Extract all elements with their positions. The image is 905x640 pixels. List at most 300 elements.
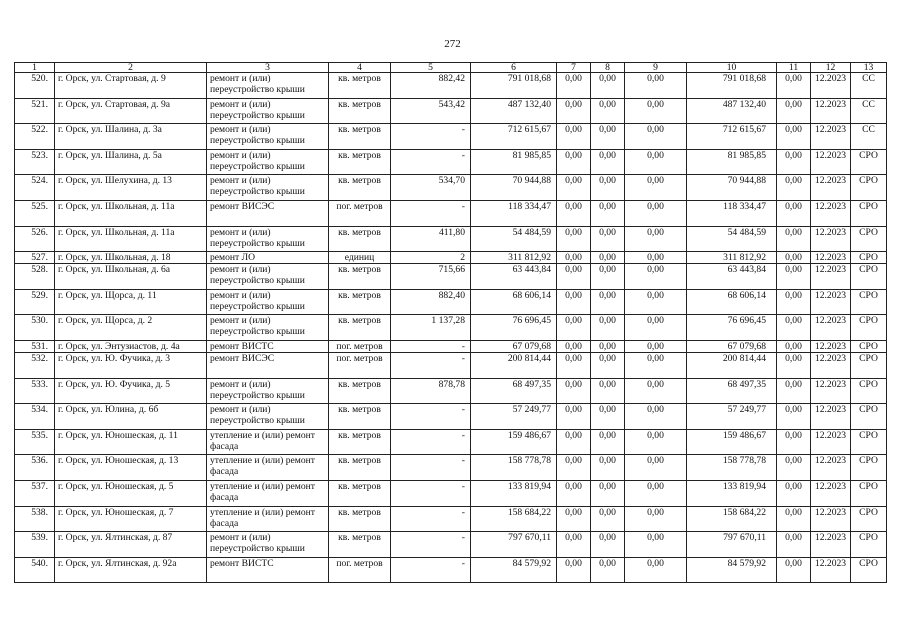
value-cell: 0,00 bbox=[777, 98, 811, 124]
method-cell: СРО bbox=[851, 264, 887, 290]
total-cost-cell: 81 985,85 bbox=[687, 149, 777, 175]
method-cell: СРО bbox=[851, 352, 887, 378]
cost-cell: 158 778,78 bbox=[471, 455, 557, 481]
table-row bbox=[15, 124, 887, 150]
value-cell: 0,00 bbox=[591, 429, 625, 455]
work-type-cell: ремонт и (или) переустройство крыши bbox=[207, 532, 329, 558]
cost-cell: 68 606,14 bbox=[471, 289, 557, 315]
table-row bbox=[15, 506, 887, 532]
row-number: 525. bbox=[15, 200, 55, 226]
address-cell: г. Орск, ул. Юношеская, д. 13 bbox=[55, 455, 207, 481]
cost-cell: 158 684,22 bbox=[471, 506, 557, 532]
table-row bbox=[15, 226, 887, 252]
address-cell: г. Орск, ул. Ю. Фучика, д. 3 bbox=[55, 352, 207, 378]
method-cell: СРО bbox=[851, 378, 887, 404]
row-number: 536. bbox=[15, 455, 55, 481]
row-number: 528. bbox=[15, 264, 55, 290]
deadline-cell: 12.2023 bbox=[811, 480, 851, 506]
cost-cell: 133 819,94 bbox=[471, 480, 557, 506]
cost-cell: 159 486,67 bbox=[471, 429, 557, 455]
table-row bbox=[15, 429, 887, 455]
deadline-cell: 12.2023 bbox=[811, 315, 851, 341]
cost-cell: 63 443,84 bbox=[471, 264, 557, 290]
volume-cell: - bbox=[391, 557, 471, 583]
work-type-cell: ремонт и (или) переустройство крыши bbox=[207, 404, 329, 430]
value-cell: 0,00 bbox=[625, 226, 687, 252]
cost-cell: 118 334,47 bbox=[471, 200, 557, 226]
value-cell: 0,00 bbox=[557, 506, 591, 532]
volume-cell: 1 137,28 bbox=[391, 315, 471, 341]
value-cell: 0,00 bbox=[557, 352, 591, 378]
deadline-cell: 12.2023 bbox=[811, 404, 851, 430]
total-cost-cell: 63 443,84 bbox=[687, 264, 777, 290]
deadline-cell: 12.2023 bbox=[811, 429, 851, 455]
work-type-cell: ремонт и (или) переустройство крыши bbox=[207, 149, 329, 175]
method-cell: СРО bbox=[851, 455, 887, 481]
value-cell: 0,00 bbox=[591, 404, 625, 430]
value-cell: 0,00 bbox=[591, 532, 625, 558]
unit-cell: пог. метров bbox=[329, 557, 391, 583]
value-cell: 0,00 bbox=[625, 378, 687, 404]
value-cell: 0,00 bbox=[777, 352, 811, 378]
value-cell: 0,00 bbox=[557, 429, 591, 455]
volume-cell: - bbox=[391, 506, 471, 532]
cost-cell: 791 018,68 bbox=[471, 73, 557, 99]
column-header: 8 bbox=[591, 63, 625, 73]
row-number: 524. bbox=[15, 175, 55, 201]
unit-cell: пог. метров bbox=[329, 340, 391, 352]
value-cell: 0,00 bbox=[557, 315, 591, 341]
method-cell: СРО bbox=[851, 557, 887, 583]
work-type-cell: ремонт ВИСЭС bbox=[207, 352, 329, 378]
value-cell: 0,00 bbox=[625, 352, 687, 378]
total-cost-cell: 84 579,92 bbox=[687, 557, 777, 583]
value-cell: 0,00 bbox=[625, 557, 687, 583]
value-cell: 0,00 bbox=[777, 557, 811, 583]
value-cell: 0,00 bbox=[777, 264, 811, 290]
value-cell: 0,00 bbox=[591, 200, 625, 226]
value-cell: 0,00 bbox=[777, 480, 811, 506]
value-cell: 0,00 bbox=[557, 200, 591, 226]
deadline-cell: 12.2023 bbox=[811, 175, 851, 201]
value-cell: 0,00 bbox=[625, 315, 687, 341]
value-cell: 0,00 bbox=[557, 455, 591, 481]
unit-cell: кв. метров bbox=[329, 532, 391, 558]
work-type-cell: ремонт и (или) переустройство крыши bbox=[207, 73, 329, 99]
row-number: 540. bbox=[15, 557, 55, 583]
method-cell: СРО bbox=[851, 149, 887, 175]
total-cost-cell: 791 018,68 bbox=[687, 73, 777, 99]
value-cell: 0,00 bbox=[591, 557, 625, 583]
value-cell: 0,00 bbox=[777, 289, 811, 315]
deadline-cell: 12.2023 bbox=[811, 124, 851, 150]
unit-cell: кв. метров bbox=[329, 226, 391, 252]
column-header: 9 bbox=[625, 63, 687, 73]
volume-cell: - bbox=[391, 124, 471, 150]
column-header: 10 bbox=[687, 63, 777, 73]
value-cell: 0,00 bbox=[777, 378, 811, 404]
table-row bbox=[15, 200, 887, 226]
address-cell: г. Орск, ул. Щорса, д. 11 bbox=[55, 289, 207, 315]
value-cell: 0,00 bbox=[557, 226, 591, 252]
column-header: 13 bbox=[851, 63, 887, 73]
value-cell: 0,00 bbox=[591, 149, 625, 175]
address-cell: г. Орск, ул. Юношеская, д. 5 bbox=[55, 480, 207, 506]
work-type-cell: ремонт и (или) переустройство крыши bbox=[207, 226, 329, 252]
cost-cell: 797 670,11 bbox=[471, 532, 557, 558]
table-row bbox=[15, 455, 887, 481]
deadline-cell: 12.2023 bbox=[811, 252, 851, 264]
value-cell: 0,00 bbox=[777, 404, 811, 430]
total-cost-cell: 159 486,67 bbox=[687, 429, 777, 455]
method-cell: СС bbox=[851, 73, 887, 99]
address-cell: г. Орск, ул. Школьная, д. 18 bbox=[55, 252, 207, 264]
cost-cell: 200 814,44 bbox=[471, 352, 557, 378]
repair-register-table bbox=[14, 62, 887, 583]
table-row bbox=[15, 532, 887, 558]
value-cell: 0,00 bbox=[591, 378, 625, 404]
column-header: 2 bbox=[55, 63, 207, 73]
volume-cell: - bbox=[391, 340, 471, 352]
value-cell: 0,00 bbox=[591, 226, 625, 252]
value-cell: 0,00 bbox=[625, 532, 687, 558]
work-type-cell: ремонт и (или) переустройство крыши bbox=[207, 124, 329, 150]
row-number: 530. bbox=[15, 315, 55, 341]
column-header: 5 bbox=[391, 63, 471, 73]
method-cell: СРО bbox=[851, 226, 887, 252]
row-number: 529. bbox=[15, 289, 55, 315]
unit-cell: кв. метров bbox=[329, 506, 391, 532]
total-cost-cell: 311 812,92 bbox=[687, 252, 777, 264]
total-cost-cell: 200 814,44 bbox=[687, 352, 777, 378]
volume-cell: 534,70 bbox=[391, 175, 471, 201]
volume-cell: 878,78 bbox=[391, 378, 471, 404]
work-type-cell: утепление и (или) ремонт фасада bbox=[207, 455, 329, 481]
unit-cell: кв. метров bbox=[329, 455, 391, 481]
value-cell: 0,00 bbox=[777, 340, 811, 352]
value-cell: 0,00 bbox=[557, 289, 591, 315]
value-cell: 0,00 bbox=[591, 124, 625, 150]
value-cell: 0,00 bbox=[591, 340, 625, 352]
unit-cell: кв. метров bbox=[329, 429, 391, 455]
total-cost-cell: 68 497,35 bbox=[687, 378, 777, 404]
value-cell: 0,00 bbox=[777, 532, 811, 558]
total-cost-cell: 158 684,22 bbox=[687, 506, 777, 532]
deadline-cell: 12.2023 bbox=[811, 73, 851, 99]
address-cell: г. Орск, ул. Ю. Фучика, д. 5 bbox=[55, 378, 207, 404]
deadline-cell: 12.2023 bbox=[811, 340, 851, 352]
value-cell: 0,00 bbox=[777, 506, 811, 532]
table-row bbox=[15, 264, 887, 290]
row-number: 534. bbox=[15, 404, 55, 430]
value-cell: 0,00 bbox=[625, 124, 687, 150]
total-cost-cell: 712 615,67 bbox=[687, 124, 777, 150]
column-header: 7 bbox=[557, 63, 591, 73]
value-cell: 0,00 bbox=[625, 289, 687, 315]
method-cell: СРО bbox=[851, 175, 887, 201]
address-cell: г. Орск, ул. Юлина, д. 6б bbox=[55, 404, 207, 430]
value-cell: 0,00 bbox=[557, 340, 591, 352]
table-row bbox=[15, 98, 887, 124]
unit-cell: кв. метров bbox=[329, 124, 391, 150]
deadline-cell: 12.2023 bbox=[811, 532, 851, 558]
total-cost-cell: 67 079,68 bbox=[687, 340, 777, 352]
unit-cell: единиц bbox=[329, 252, 391, 264]
value-cell: 0,00 bbox=[625, 264, 687, 290]
value-cell: 0,00 bbox=[591, 289, 625, 315]
address-cell: г. Орск, ул. Школьная, д. 6а bbox=[55, 264, 207, 290]
value-cell: 0,00 bbox=[777, 73, 811, 99]
unit-cell: кв. метров bbox=[329, 73, 391, 99]
address-cell: г. Орск, ул. Ялтинская, д. 87 bbox=[55, 532, 207, 558]
volume-cell: 715,66 bbox=[391, 264, 471, 290]
table-row bbox=[15, 252, 887, 264]
table-body bbox=[15, 73, 887, 583]
value-cell: 0,00 bbox=[625, 455, 687, 481]
volume-cell: - bbox=[391, 149, 471, 175]
address-cell: г. Орск, ул. Стартовая, д. 9а bbox=[55, 98, 207, 124]
value-cell: 0,00 bbox=[625, 429, 687, 455]
value-cell: 0,00 bbox=[777, 429, 811, 455]
row-number: 520. bbox=[15, 73, 55, 99]
address-cell: г. Орск, ул. Шалина, д. 5а bbox=[55, 149, 207, 175]
unit-cell: кв. метров bbox=[329, 149, 391, 175]
unit-cell: кв. метров bbox=[329, 98, 391, 124]
value-cell: 0,00 bbox=[557, 252, 591, 264]
cost-cell: 81 985,85 bbox=[471, 149, 557, 175]
row-number: 535. bbox=[15, 429, 55, 455]
deadline-cell: 12.2023 bbox=[811, 506, 851, 532]
address-cell: г. Орск, ул. Щорса, д. 2 bbox=[55, 315, 207, 341]
address-cell: г. Орск, ул. Школьная, д. 11а bbox=[55, 200, 207, 226]
deadline-cell: 12.2023 bbox=[811, 226, 851, 252]
table-row bbox=[15, 289, 887, 315]
table-row bbox=[15, 73, 887, 99]
cost-cell: 68 497,35 bbox=[471, 378, 557, 404]
work-type-cell: ремонт и (или) переустройство крыши bbox=[207, 264, 329, 290]
column-header: 12 bbox=[811, 63, 851, 73]
cost-cell: 76 696,45 bbox=[471, 315, 557, 341]
value-cell: 0,00 bbox=[625, 506, 687, 532]
volume-cell: 2 bbox=[391, 252, 471, 264]
volume-cell: - bbox=[391, 429, 471, 455]
row-number: 532. bbox=[15, 352, 55, 378]
deadline-cell: 12.2023 bbox=[811, 149, 851, 175]
deadline-cell: 12.2023 bbox=[811, 98, 851, 124]
method-cell: СРО bbox=[851, 340, 887, 352]
value-cell: 0,00 bbox=[591, 252, 625, 264]
unit-cell: кв. метров bbox=[329, 264, 391, 290]
cost-cell: 84 579,92 bbox=[471, 557, 557, 583]
total-cost-cell: 68 606,14 bbox=[687, 289, 777, 315]
work-type-cell: ремонт и (или) переустройство крыши bbox=[207, 98, 329, 124]
value-cell: 0,00 bbox=[625, 340, 687, 352]
method-cell: СРО bbox=[851, 532, 887, 558]
volume-cell: - bbox=[391, 455, 471, 481]
cost-cell: 311 812,92 bbox=[471, 252, 557, 264]
address-cell: г. Орск, ул. Шалина, д. 3а bbox=[55, 124, 207, 150]
volume-cell: 882,42 bbox=[391, 73, 471, 99]
volume-cell: - bbox=[391, 532, 471, 558]
value-cell: 0,00 bbox=[557, 149, 591, 175]
value-cell: 0,00 bbox=[777, 149, 811, 175]
volume-cell: 543,42 bbox=[391, 98, 471, 124]
unit-cell: кв. метров bbox=[329, 315, 391, 341]
row-number: 523. bbox=[15, 149, 55, 175]
table-row bbox=[15, 557, 887, 583]
total-cost-cell: 487 132,40 bbox=[687, 98, 777, 124]
total-cost-cell: 158 778,78 bbox=[687, 455, 777, 481]
unit-cell: пог. метров bbox=[329, 352, 391, 378]
value-cell: 0,00 bbox=[591, 352, 625, 378]
address-cell: г. Орск, ул. Энтузиастов, д. 4а bbox=[55, 340, 207, 352]
table-row bbox=[15, 340, 887, 352]
deadline-cell: 12.2023 bbox=[811, 289, 851, 315]
method-cell: СРО bbox=[851, 200, 887, 226]
value-cell: 0,00 bbox=[591, 455, 625, 481]
deadline-cell: 12.2023 bbox=[811, 455, 851, 481]
unit-cell: пог. метров bbox=[329, 200, 391, 226]
value-cell: 0,00 bbox=[557, 73, 591, 99]
address-cell: г. Орск, ул. Шелухина, д. 13 bbox=[55, 175, 207, 201]
table-row bbox=[15, 315, 887, 341]
method-cell: СРО bbox=[851, 315, 887, 341]
value-cell: 0,00 bbox=[557, 378, 591, 404]
column-number-row bbox=[15, 63, 887, 73]
value-cell: 0,00 bbox=[625, 73, 687, 99]
value-cell: 0,00 bbox=[625, 404, 687, 430]
address-cell: г. Орск, ул. Школьная, д. 11а bbox=[55, 226, 207, 252]
row-number: 537. bbox=[15, 480, 55, 506]
deadline-cell: 12.2023 bbox=[811, 352, 851, 378]
value-cell: 0,00 bbox=[557, 124, 591, 150]
method-cell: СРО bbox=[851, 506, 887, 532]
table-row bbox=[15, 352, 887, 378]
value-cell: 0,00 bbox=[557, 98, 591, 124]
work-type-cell: утепление и (или) ремонт фасада bbox=[207, 506, 329, 532]
unit-cell: кв. метров bbox=[329, 480, 391, 506]
value-cell: 0,00 bbox=[591, 315, 625, 341]
work-type-cell: утепление и (или) ремонт фасада bbox=[207, 429, 329, 455]
value-cell: 0,00 bbox=[591, 175, 625, 201]
volume-cell: - bbox=[391, 404, 471, 430]
value-cell: 0,00 bbox=[625, 98, 687, 124]
work-type-cell: ремонт и (или) переустройство крыши bbox=[207, 289, 329, 315]
value-cell: 0,00 bbox=[557, 532, 591, 558]
value-cell: 0,00 bbox=[777, 124, 811, 150]
value-cell: 0,00 bbox=[557, 264, 591, 290]
deadline-cell: 12.2023 bbox=[811, 200, 851, 226]
method-cell: СС bbox=[851, 98, 887, 124]
value-cell: 0,00 bbox=[777, 200, 811, 226]
table-row bbox=[15, 404, 887, 430]
value-cell: 0,00 bbox=[591, 480, 625, 506]
volume-cell: - bbox=[391, 200, 471, 226]
table-row bbox=[15, 175, 887, 201]
cost-cell: 70 944,88 bbox=[471, 175, 557, 201]
address-cell: г. Орск, ул. Ялтинская, д. 92а bbox=[55, 557, 207, 583]
address-cell: г. Орск, ул. Юношеская, д. 7 bbox=[55, 506, 207, 532]
work-type-cell: ремонт и (или) переустройство крыши bbox=[207, 378, 329, 404]
row-number: 538. bbox=[15, 506, 55, 532]
address-cell: г. Орск, ул. Стартовая, д. 9 bbox=[55, 73, 207, 99]
method-cell: СРО bbox=[851, 480, 887, 506]
work-type-cell: ремонт ВИСЭС bbox=[207, 200, 329, 226]
row-number: 533. bbox=[15, 378, 55, 404]
row-number: 531. bbox=[15, 340, 55, 352]
value-cell: 0,00 bbox=[625, 149, 687, 175]
column-header: 3 bbox=[207, 63, 329, 73]
column-header: 4 bbox=[329, 63, 391, 73]
row-number: 522. bbox=[15, 124, 55, 150]
value-cell: 0,00 bbox=[557, 175, 591, 201]
cost-cell: 57 249,77 bbox=[471, 404, 557, 430]
value-cell: 0,00 bbox=[777, 252, 811, 264]
value-cell: 0,00 bbox=[591, 506, 625, 532]
volume-cell: 882,40 bbox=[391, 289, 471, 315]
value-cell: 0,00 bbox=[625, 252, 687, 264]
method-cell: СРО bbox=[851, 404, 887, 430]
value-cell: 0,00 bbox=[625, 175, 687, 201]
total-cost-cell: 133 819,94 bbox=[687, 480, 777, 506]
unit-cell: кв. метров bbox=[329, 289, 391, 315]
work-type-cell: ремонт ЛО bbox=[207, 252, 329, 264]
table-row bbox=[15, 149, 887, 175]
row-number: 521. bbox=[15, 98, 55, 124]
volume-cell: - bbox=[391, 480, 471, 506]
value-cell: 0,00 bbox=[777, 315, 811, 341]
value-cell: 0,00 bbox=[777, 226, 811, 252]
cost-cell: 712 615,67 bbox=[471, 124, 557, 150]
cost-cell: 487 132,40 bbox=[471, 98, 557, 124]
work-type-cell: ремонт ВИСТС bbox=[207, 340, 329, 352]
total-cost-cell: 118 334,47 bbox=[687, 200, 777, 226]
volume-cell: - bbox=[391, 352, 471, 378]
volume-cell: 411,80 bbox=[391, 226, 471, 252]
method-cell: СРО bbox=[851, 252, 887, 264]
work-type-cell: утепление и (или) ремонт фасада bbox=[207, 480, 329, 506]
column-header: 6 bbox=[471, 63, 557, 73]
address-cell: г. Орск, ул. Юношеская, д. 11 bbox=[55, 429, 207, 455]
method-cell: СРО bbox=[851, 429, 887, 455]
cost-cell: 54 484,59 bbox=[471, 226, 557, 252]
column-header: 1 bbox=[15, 63, 55, 73]
deadline-cell: 12.2023 bbox=[811, 557, 851, 583]
total-cost-cell: 70 944,88 bbox=[687, 175, 777, 201]
method-cell: СРО bbox=[851, 289, 887, 315]
column-header: 11 bbox=[777, 63, 811, 73]
work-type-cell: ремонт и (или) переустройство крыши bbox=[207, 315, 329, 341]
value-cell: 0,00 bbox=[557, 480, 591, 506]
value-cell: 0,00 bbox=[591, 264, 625, 290]
value-cell: 0,00 bbox=[591, 73, 625, 99]
value-cell: 0,00 bbox=[557, 404, 591, 430]
total-cost-cell: 797 670,11 bbox=[687, 532, 777, 558]
value-cell: 0,00 bbox=[777, 175, 811, 201]
unit-cell: кв. метров bbox=[329, 404, 391, 430]
deadline-cell: 12.2023 bbox=[811, 264, 851, 290]
row-number: 539. bbox=[15, 532, 55, 558]
cost-cell: 67 079,68 bbox=[471, 340, 557, 352]
value-cell: 0,00 bbox=[591, 98, 625, 124]
work-type-cell: ремонт и (или) переустройство крыши bbox=[207, 175, 329, 201]
value-cell: 0,00 bbox=[557, 557, 591, 583]
page-number: 272 bbox=[444, 38, 461, 50]
work-type-cell: ремонт ВИСТС bbox=[207, 557, 329, 583]
value-cell: 0,00 bbox=[777, 455, 811, 481]
row-number: 526. bbox=[15, 226, 55, 252]
value-cell: 0,00 bbox=[625, 480, 687, 506]
